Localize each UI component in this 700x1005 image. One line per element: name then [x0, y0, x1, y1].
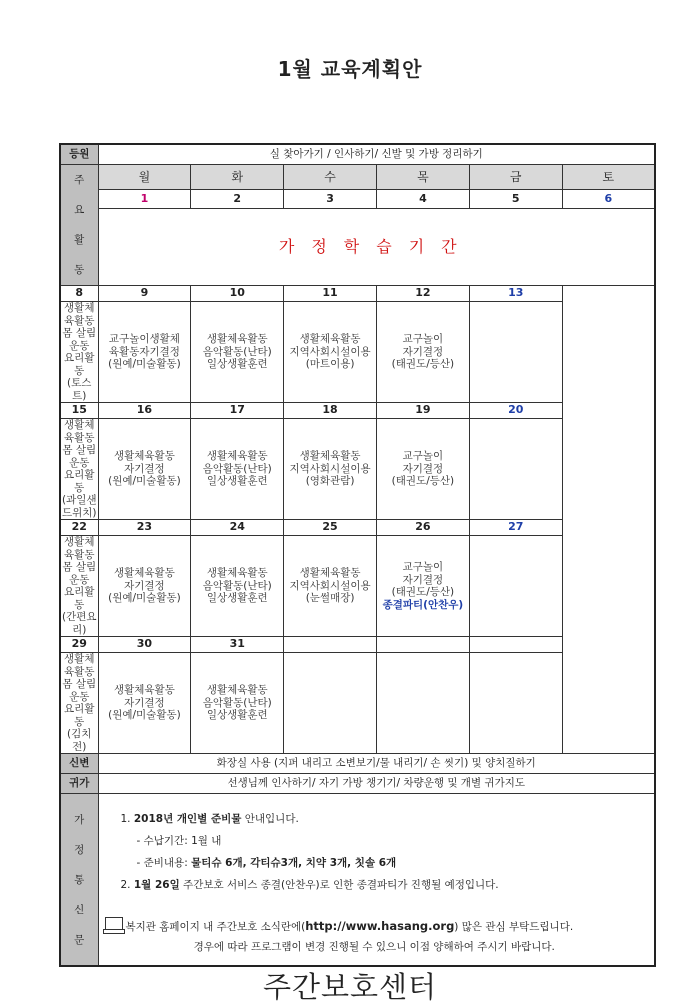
date: 9	[98, 286, 191, 302]
activity-line: 일상생활훈련	[206, 592, 268, 605]
hygiene-row	[60, 754, 655, 774]
activity-line: (태권도/등산)	[391, 475, 455, 488]
newsletter-label-char: 통	[74, 873, 85, 886]
activity-cell	[469, 653, 562, 754]
main-label-char: 요	[74, 204, 85, 216]
activity-line: 몸 살림 운동	[62, 561, 97, 586]
activity-line: (태권도/등산)	[391, 586, 455, 598]
activity-line: 생활체육활동	[206, 450, 268, 463]
activity-line: 생활체육활동	[206, 567, 268, 580]
newsletter-label	[60, 794, 98, 967]
activity-cell	[191, 419, 284, 520]
activity-line: (간편요리)	[61, 611, 97, 636]
activity-line: 생활체육활동	[64, 536, 95, 561]
day-sat: 토	[562, 165, 655, 190]
activity-cell	[191, 302, 284, 403]
activity-line: 지역사회시설이용	[289, 579, 371, 592]
main-activity-label	[60, 165, 98, 286]
activity-cell	[376, 302, 469, 403]
date: 1	[98, 189, 191, 209]
activity-cell	[284, 302, 377, 403]
activity-cell	[98, 302, 191, 403]
activity-line: (김치전)	[67, 728, 92, 753]
activity-line: 생활체육활동	[113, 684, 175, 697]
date: 24	[191, 520, 284, 536]
notice-line-1: 1. 2018년 개인별 준비물 안내입니다.	[120, 813, 299, 825]
activity-line: 몸 살림 운동	[62, 444, 97, 469]
activity-line: 자기결정	[402, 345, 444, 358]
main-label-char: 주	[74, 174, 85, 186]
activity-line: (토스트)	[67, 377, 92, 402]
newsletter-label-char: 가	[74, 813, 85, 826]
activity-line: 일상생활훈련	[206, 475, 268, 488]
activity-cell	[469, 302, 562, 403]
activity-line: 일상생활훈련	[206, 358, 268, 371]
week-date-row	[60, 520, 655, 536]
activity-line: 자기결정	[124, 579, 165, 592]
activity-line: 음악활동(난타)	[202, 462, 272, 475]
hygiene-text: 화장실 사용 (지퍼 내리고 소변보기/물 내리기/ 손 씻기) 및 양치질하기	[98, 754, 655, 774]
week-date-row	[60, 286, 655, 302]
date: 2	[191, 189, 284, 209]
going-home-label: 귀가	[60, 774, 98, 794]
date: 18	[284, 403, 377, 419]
date: 3	[284, 189, 377, 209]
activity-line: 요리활동	[64, 469, 95, 494]
date: 12	[376, 286, 469, 302]
home-study-row	[60, 209, 655, 286]
activity-cell	[60, 419, 98, 520]
date: 27	[469, 520, 562, 536]
date	[469, 637, 562, 653]
page-title: 1월 교육계획안	[277, 57, 423, 81]
activity-line: (영화관람)	[305, 475, 355, 488]
activity-line: 자기결정	[402, 462, 444, 475]
main-label-char: 활	[74, 234, 85, 246]
activity-line: 생활체육활동	[113, 567, 175, 580]
activity-cell	[376, 536, 469, 637]
activity-line: 생활체육활동	[64, 419, 95, 444]
activity-cell	[469, 536, 562, 637]
activity-line: 생활체육활동	[206, 684, 268, 697]
activity-cell	[191, 653, 284, 754]
newsletter-content	[98, 794, 655, 967]
activity-line: 음악활동(난타)	[202, 579, 272, 592]
week-activity-row	[60, 302, 655, 403]
date: 30	[98, 637, 191, 653]
going-home-row	[60, 774, 655, 794]
date: 22	[60, 520, 98, 536]
activity-cell	[191, 536, 284, 637]
home-study-period: 가정학습기간	[98, 209, 655, 286]
activity-line: 교구놀이	[402, 333, 444, 346]
activity-line: 생활체육활동	[299, 567, 361, 580]
activity-line: (원예/미술활동)	[108, 592, 181, 605]
activity-line: 교구놀이생활체	[108, 333, 180, 346]
activity-line: (태권도/등산)	[391, 358, 455, 371]
activity-line: 생활체육활동	[299, 450, 361, 463]
activity-cell	[60, 536, 98, 637]
arrival-row	[60, 144, 655, 165]
education-plan-table	[59, 143, 656, 967]
computer-icon	[105, 917, 123, 931]
activity-cell	[98, 653, 191, 754]
activity-cell	[284, 653, 377, 754]
date: 16	[98, 403, 191, 419]
day-thu: 목	[376, 165, 469, 190]
going-home-text: 선생님께 인사하기/ 자기 가방 챙기기/ 차량운행 및 개별 귀가지도	[98, 774, 655, 794]
arrival-text: 실 찾아가기 / 인사하기/ 신발 및 가방 정리하기	[98, 144, 655, 165]
date	[284, 637, 377, 653]
day-header-row	[60, 165, 655, 190]
notice-line-5: 복지관 홈페이지 내 주간보호 소식란에(http://www.hasang.org) 많은 관심 부탁드립니다.	[99, 915, 655, 937]
date: 8	[60, 286, 98, 302]
activity-line: (마트이용)	[305, 358, 355, 371]
day-tue: 화	[191, 165, 284, 190]
activity-line: (원예/미술활동)	[108, 358, 181, 371]
activity-line: (과일샌드위치)	[61, 494, 97, 519]
activity-line: 몸 살림 운동	[62, 678, 97, 703]
date: 26	[376, 520, 469, 536]
activity-line: (원예/미술활동)	[108, 475, 181, 488]
activity-line: 생활체육활동	[206, 333, 268, 346]
notice-line-4: 2. 1월 26일 주간보호 서비스 종결(안찬우)로 인한 종결파티가 진행될 예정입니다.	[120, 879, 499, 891]
day-mon: 월	[98, 165, 191, 190]
date: 4	[376, 189, 469, 209]
activity-cell	[98, 419, 191, 520]
date: 13	[469, 286, 562, 302]
activity-line: 자기결정	[402, 573, 444, 586]
day-fri: 금	[469, 165, 562, 190]
activity-line: 음악활동(난타)	[202, 696, 272, 709]
date: 31	[191, 637, 284, 653]
date: 5	[469, 189, 562, 209]
date	[376, 637, 469, 653]
activity-line: 음악활동(난타)	[202, 345, 272, 358]
date: 25	[284, 520, 377, 536]
date: 11	[284, 286, 377, 302]
date: 19	[376, 403, 469, 419]
newsletter-label-char: 문	[74, 933, 85, 946]
activity-line: 자기결정	[124, 462, 165, 475]
hygiene-label: 신변	[60, 754, 98, 774]
activity-cell	[376, 653, 469, 754]
activity-line: 교구놀이	[402, 450, 444, 463]
date: 17	[191, 403, 284, 419]
activity-line: 교구놀이	[402, 561, 444, 573]
week1-date-row	[60, 189, 655, 209]
date: 29	[60, 637, 98, 653]
activity-cell	[284, 536, 377, 637]
week-date-row	[60, 403, 655, 419]
activity-line: 생활체육활동	[64, 302, 95, 327]
week-activity-row	[60, 653, 655, 754]
date: 6	[562, 189, 655, 209]
notice-line-2: - 수납기간: 1월 내	[136, 835, 222, 847]
activity-line: 요리활동	[64, 586, 95, 611]
activity-line: 몸 살림 운동	[62, 327, 97, 352]
activity-cell	[284, 419, 377, 520]
center-name: 주간보호센터	[262, 970, 438, 1004]
date: 10	[191, 286, 284, 302]
activity-cell	[60, 302, 98, 403]
date: 23	[98, 520, 191, 536]
newsletter-label-char: 정	[74, 843, 85, 856]
farewell-party-note: 종결파티(안찬우)	[382, 598, 464, 611]
newsletter-label-char: 신	[74, 903, 85, 916]
date: 15	[60, 403, 98, 419]
activity-cell	[98, 536, 191, 637]
activity-line: 육활동자기결정	[108, 345, 180, 358]
date: 20	[469, 403, 562, 419]
notice-line-3: - 준비내용: 물티슈 6개, 각티슈3개, 치약 3개, 칫솔 6개	[136, 857, 397, 869]
activity-line: 일상생활훈련	[206, 709, 268, 722]
week-date-row	[60, 637, 655, 653]
arrival-label: 등원	[60, 144, 98, 165]
day-wed: 수	[284, 165, 377, 190]
week-activity-row	[60, 536, 655, 637]
activity-line: 요리활동	[64, 703, 95, 728]
activity-line: 자기결정	[124, 696, 165, 709]
main-label-char: 동	[74, 264, 85, 276]
activity-line: (원예/미술활동)	[108, 709, 181, 722]
activity-cell	[469, 419, 562, 520]
activity-cell	[60, 653, 98, 754]
activity-line: 요리활동	[64, 352, 95, 377]
activity-line: 지역사회시설이용	[289, 345, 371, 358]
activity-line: 생활체육활동	[64, 653, 95, 678]
week-activity-row	[60, 419, 655, 520]
newsletter-row	[60, 794, 655, 967]
activity-line: (눈썰매장)	[305, 592, 355, 605]
homepage-link[interactable]: http://www.hasang.org	[305, 919, 455, 933]
activity-line: 생활체육활동	[299, 333, 361, 346]
notice-line-6: 경우에 따라 프로그램이 변경 진행될 수 있으니 이점 양해하여 주시기 바랍니다.	[193, 941, 555, 953]
activity-line: 지역사회시설이용	[289, 462, 371, 475]
activity-line: 생활체육활동	[113, 450, 175, 463]
activity-cell	[376, 419, 469, 520]
